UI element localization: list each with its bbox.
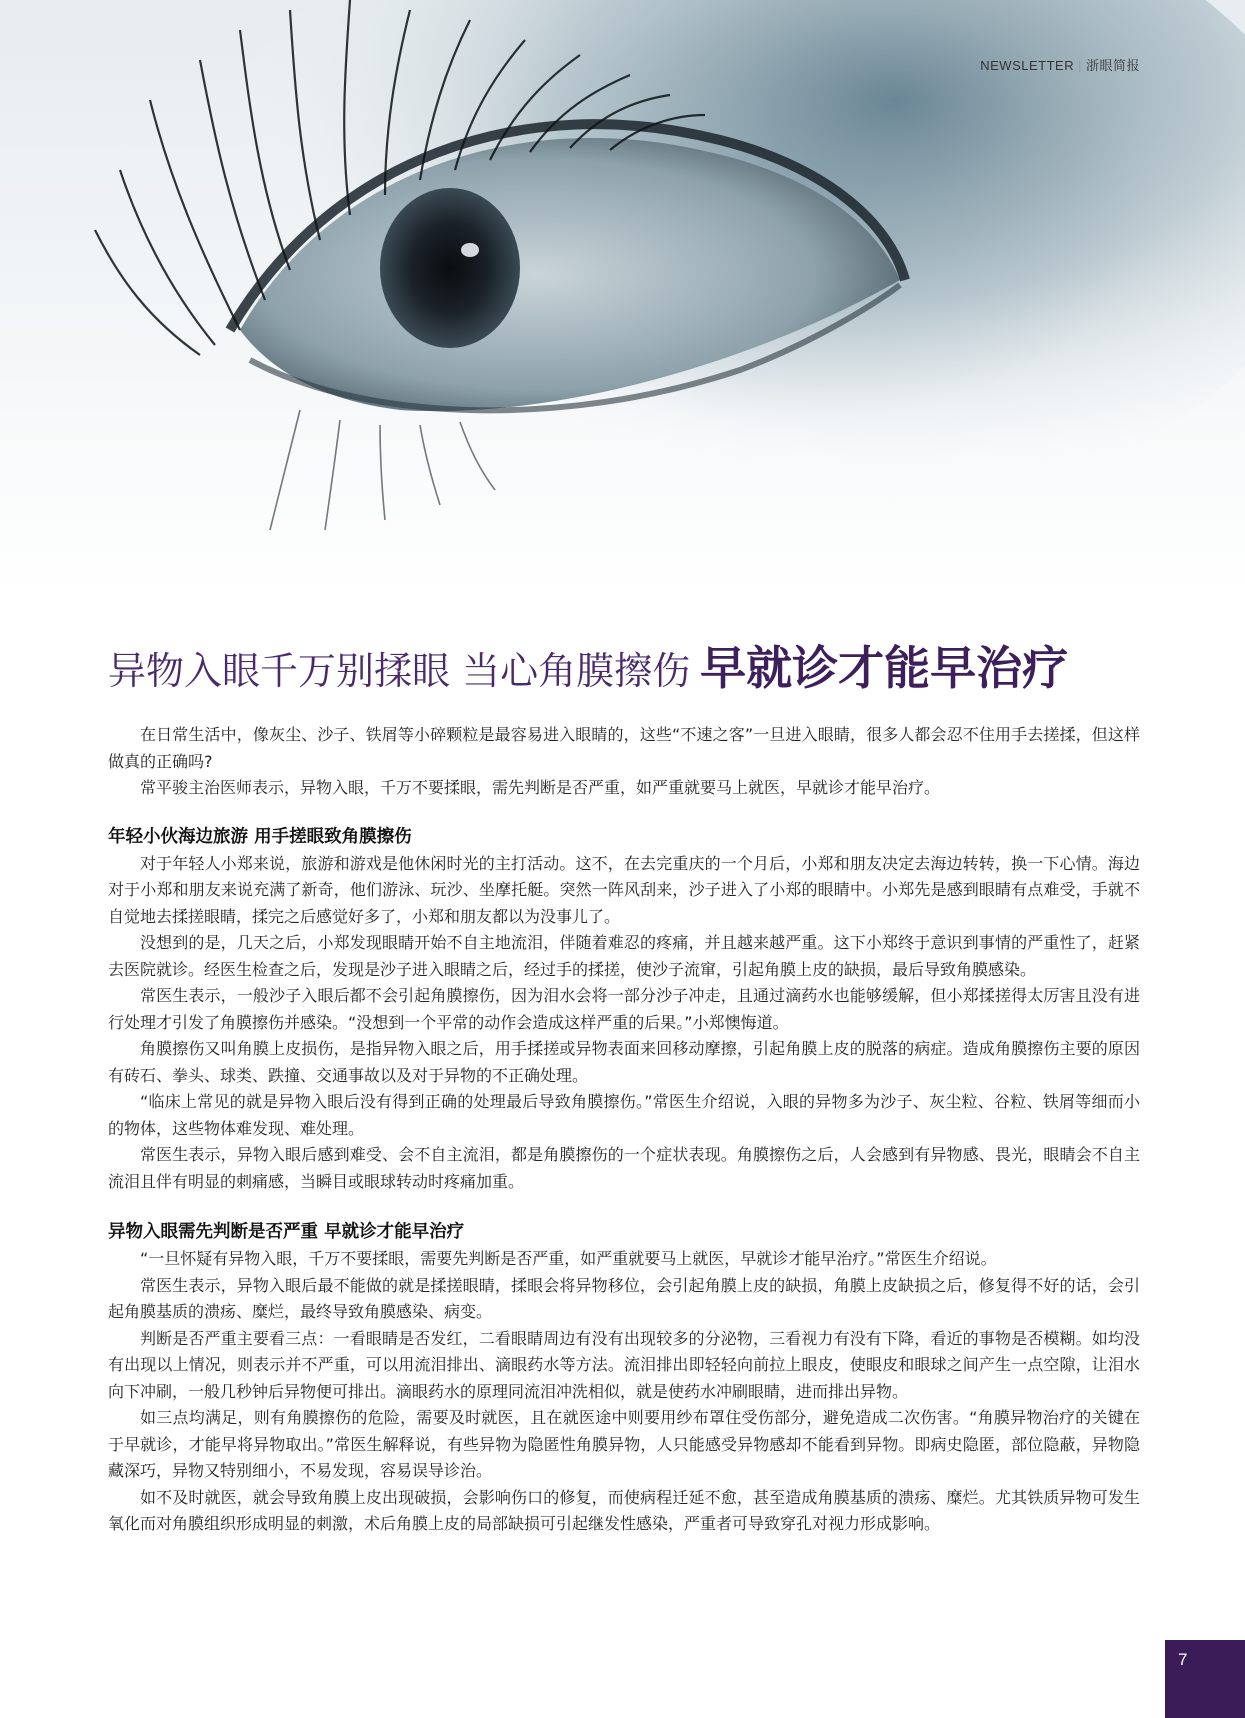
headline-main: 异物入眼千万别揉眼 当心角膜擦伤 [108, 649, 691, 693]
article-body [108, 722, 1140, 1538]
headline-emphasis: 早就诊才能早治疗 [700, 641, 1069, 695]
masthead-label: NEWSLETTER [980, 58, 1075, 73]
masthead-name: 浙眼简报 [1085, 58, 1140, 73]
intro-paragraph: 在日常生活中，像灰尘、沙子、铁屑等小碎颗粒是最容易进入眼睛的，这些“不速之客”一旦进入眼睛，很多人都会忍不住用手去搓揉，但这样做真的正确吗? [108, 725, 1140, 771]
hero-eye-image [0, 0, 1245, 600]
section-paragraph: 常医生表示，异物入眼后最不能做的就是揉搓眼睛，揉眼会将异物移位，会引起角膜上皮的缺损，角膜上皮缺损之后，修复得不好的话，会引起角膜基质的溃疡、糜烂，最终导致角膜感染、病变。 [108, 1275, 1140, 1321]
section-paragraph: 判断是否严重主要看三点：一看眼睛是否发红，二看眼睛周边有没有出现较多的分泌物，三看视力有没有下降，看近的事物是否模糊。如均没有出现以上情况，则表示并不严重，可以用流泪排出、滴眼药水等方法。流泪排出即轻轻向前拉上眼皮，使眼皮和眼球之间产生一点空隙，让泪水向下冲刷，一般几秒钟后异物便可排出。滴眼药水的原理同流泪冲洗相似，就是使药水冲刷眼睛，进而排出异物。 [108, 1328, 1140, 1401]
section-paragraph: “临床上常见的就是异物入眼后没有得到正确的处理最后导致角膜擦伤。”常医生介绍说，入眼的异物多为沙子、灰尘粒、谷粒、铁屑等细而小的物体，这些物体难发现、难处理。 [108, 1092, 1140, 1138]
page-number-box [1165, 1640, 1245, 1718]
section-paragraph: 没想到的是，几天之后，小郑发现眼睛开始不自主地流泪，伴随着难忍的疼痛，并且越来越严重。这下小郑终于意识到事情的严重性了，赶紧去医院就诊。经医生检查之后，发现是沙子进入眼睛之后，经过手的揉搓，使沙子流窜，引起角膜上皮的缺损，最后导致角膜感染。 [108, 933, 1140, 979]
section-paragraph: 如三点均满足，则有角膜擦伤的危险，需要及时就医，且在就医途中则要用纱布罩住受伤部分，避免造成二次伤害。“角膜异物治疗的关键在于早就诊，才能早将异物取出。”常医生解释说，有些异物为隐匿性角膜异物，人只能感受异物感却不能看到异物。即病史隐匿，部位隐蔽，异物隐藏深巧，异物又特别细小，不易发现，容易误导诊治。 [108, 1408, 1140, 1480]
section-heading: 异物入眼需先判断是否严重 早就诊才能早治疗 [108, 1222, 465, 1242]
page-number: 7 [1178, 1650, 1188, 1669]
section-paragraph: 角膜擦伤又叫角膜上皮损伤，是指异物入眼之后，用手揉搓或异物表面来回移动摩擦，引起角膜上皮的脱落的病症。造成角膜擦伤主要的原因有砖石、拳头、球类、跌撞、交通事故以及对于异物的不正确处理。 [108, 1039, 1140, 1085]
intro-paragraph: 常平骏主治医师表示，异物入眼，千万不要揉眼，需先判断是否严重，如严重就要马上就医，早就诊才能早治疗。 [140, 778, 941, 797]
section-paragraph: 如不及时就医，就会导致角膜上皮出现破损，会影响伤口的修复，而使病程迁延不愈，甚至造成角膜基质的溃疡、糜烂。尤其铁质异物可发生氧化而对角膜组织形成明显的刺激，术后角膜上皮的局部缺损可引起继发性感染，严重者可导致穿孔对视力形成影响。 [108, 1487, 1140, 1533]
section-paragraph: 对于年轻人小郑来说，旅游和游戏是他休闲时光的主打活动。这不，在去完重庆的一个月后，小郑和朋友决定去海边转转，换一下心情。海边对于小郑和朋友来说充满了新奇，他们游泳、玩沙、坐摩托艇。突然一阵风刮来，沙子进入了小郑的眼睛中。小郑先是感到眼睛有点难受，手就不自觉地去揉搓眼睛，揉完之后感觉好多了，小郑和朋友都以为没事儿了。 [108, 853, 1140, 926]
masthead [980, 55, 1140, 74]
masthead-separator: | [1078, 58, 1082, 73]
eye-illustration [0, 0, 1245, 600]
section-paragraph: 常医生表示，异物入眼后感到难受、会不自主流泪，都是角膜擦伤的一个症状表现。角膜擦伤之后，人会感到有异物感、畏光，眼睛会不自主流泪且伴有明显的刺痛感，当瞬目或眼球转动时疼痛加重。 [108, 1145, 1140, 1191]
section-paragraph: 常医生表示，一般沙子入眼后都不会引起角膜擦伤，因为泪水会将一部分沙子冲走，且通过滴药水也能够缓解，但小郑揉搓得太厉害且没有进行处理才引发了角膜擦伤并感染。“没想到一个平常的动作会造成这样严重的后果。”小郑懊悔道。 [108, 986, 1140, 1032]
article-headline [108, 632, 1148, 698]
section-heading: 年轻小伙海边旅游 用手搓眼致角膜擦伤 [108, 826, 412, 847]
section-paragraph: “一旦怀疑有异物入眼，千万不要揉眼，需要先判断是否严重，如严重就要马上就医，早就诊才能早治疗。”常医生介绍说。 [140, 1249, 997, 1268]
